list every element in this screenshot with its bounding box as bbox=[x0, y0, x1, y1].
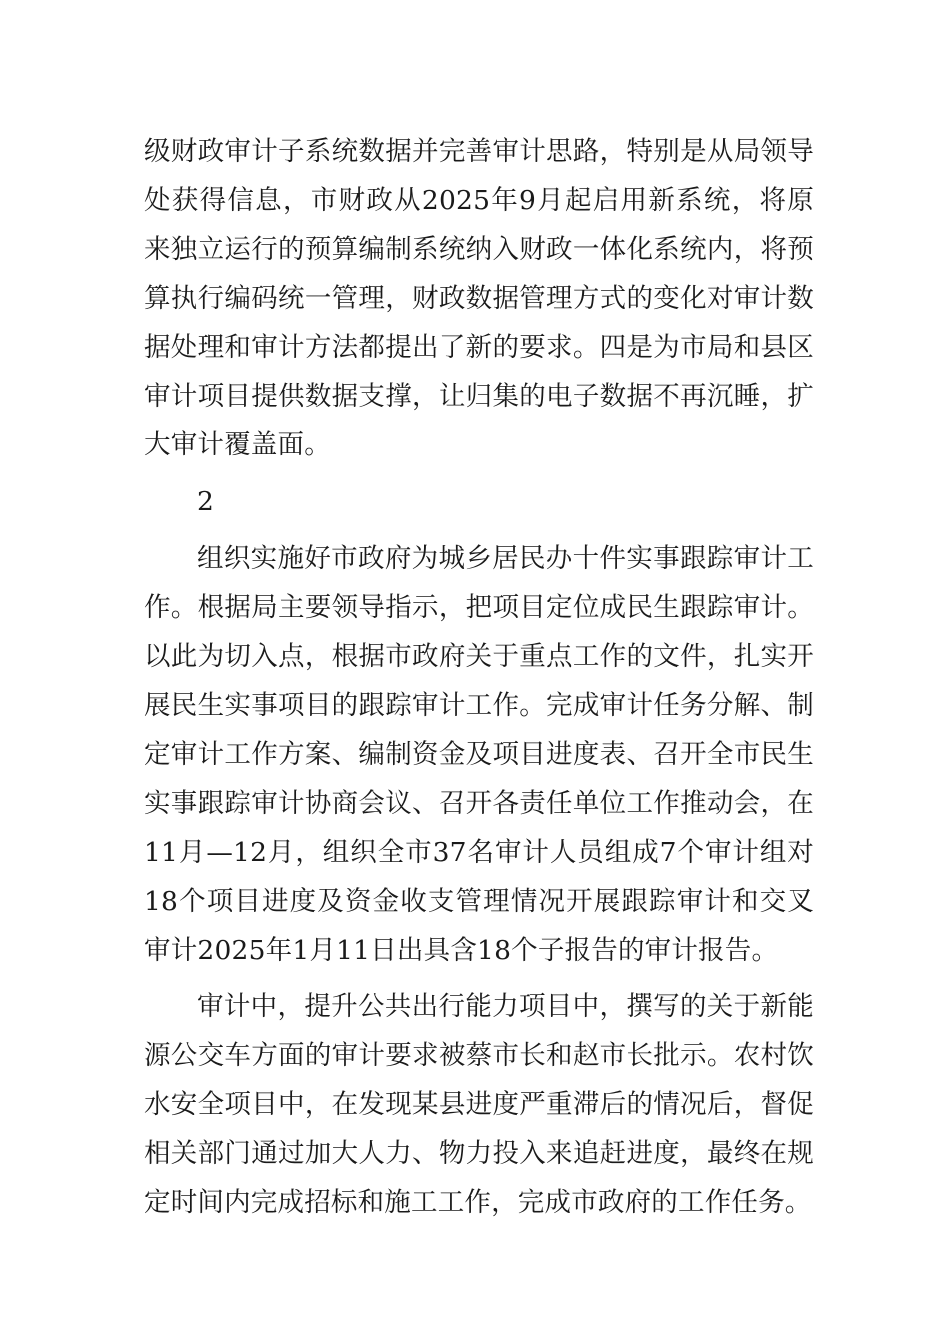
paragraph-data-system-continuation: 级财政审计子系统数据并完善审计思路，特别是从局领导处获得信息，市财政从2025年9月起启用新系统，将原来独立运行的预算编制系统纳入财政一体化系统内，将预算执行编码统一管理，财政数据管理方式的变化对审计数据处理和审计方法都提出了新的要求。四是为市局和县区审计项目提供数据支撑，让归集的电子数据不再沉睡，扩大审计覆盖面。 bbox=[144, 136, 814, 461]
paragraph-livelihood-audit: 组织实施好市政府为城乡居民办十件实事跟踪审计工作。根据局主要领导指示，把项目定位成民生跟踪审计。以此为切入点，根据市政府关于重点工作的文件，扎实开展民生实事项目的跟踪审计工作。完成审计任务分解、制定审计工作方案、编制资金及项目进度表、召开全市民生实事跟踪审计协商会议、召开各责任单位工作推动会，在11月—12月，组织全市37名审计人员组成7个审计组对18个项目进度及资金收支管理情况开展跟踪审计和交叉审计2025年1月11日出具含18个子报告的审计报告。 bbox=[144, 543, 814, 966]
document-body bbox=[144, 128, 814, 1228]
paragraph-audit-outcomes: 审计中，提升公共出行能力项目中，撰写的关于新能源公交车方面的审计要求被蔡市长和赵市长批示。农村饮水安全项目中，在发现某县进度严重滞后的情况后，督促相关部门通过加大人力、物力投入来追赶进度，最终在规定时间内完成招标和施工工作，完成市政府的工作任务。 bbox=[144, 991, 814, 1219]
section-number: 2 bbox=[197, 486, 214, 518]
